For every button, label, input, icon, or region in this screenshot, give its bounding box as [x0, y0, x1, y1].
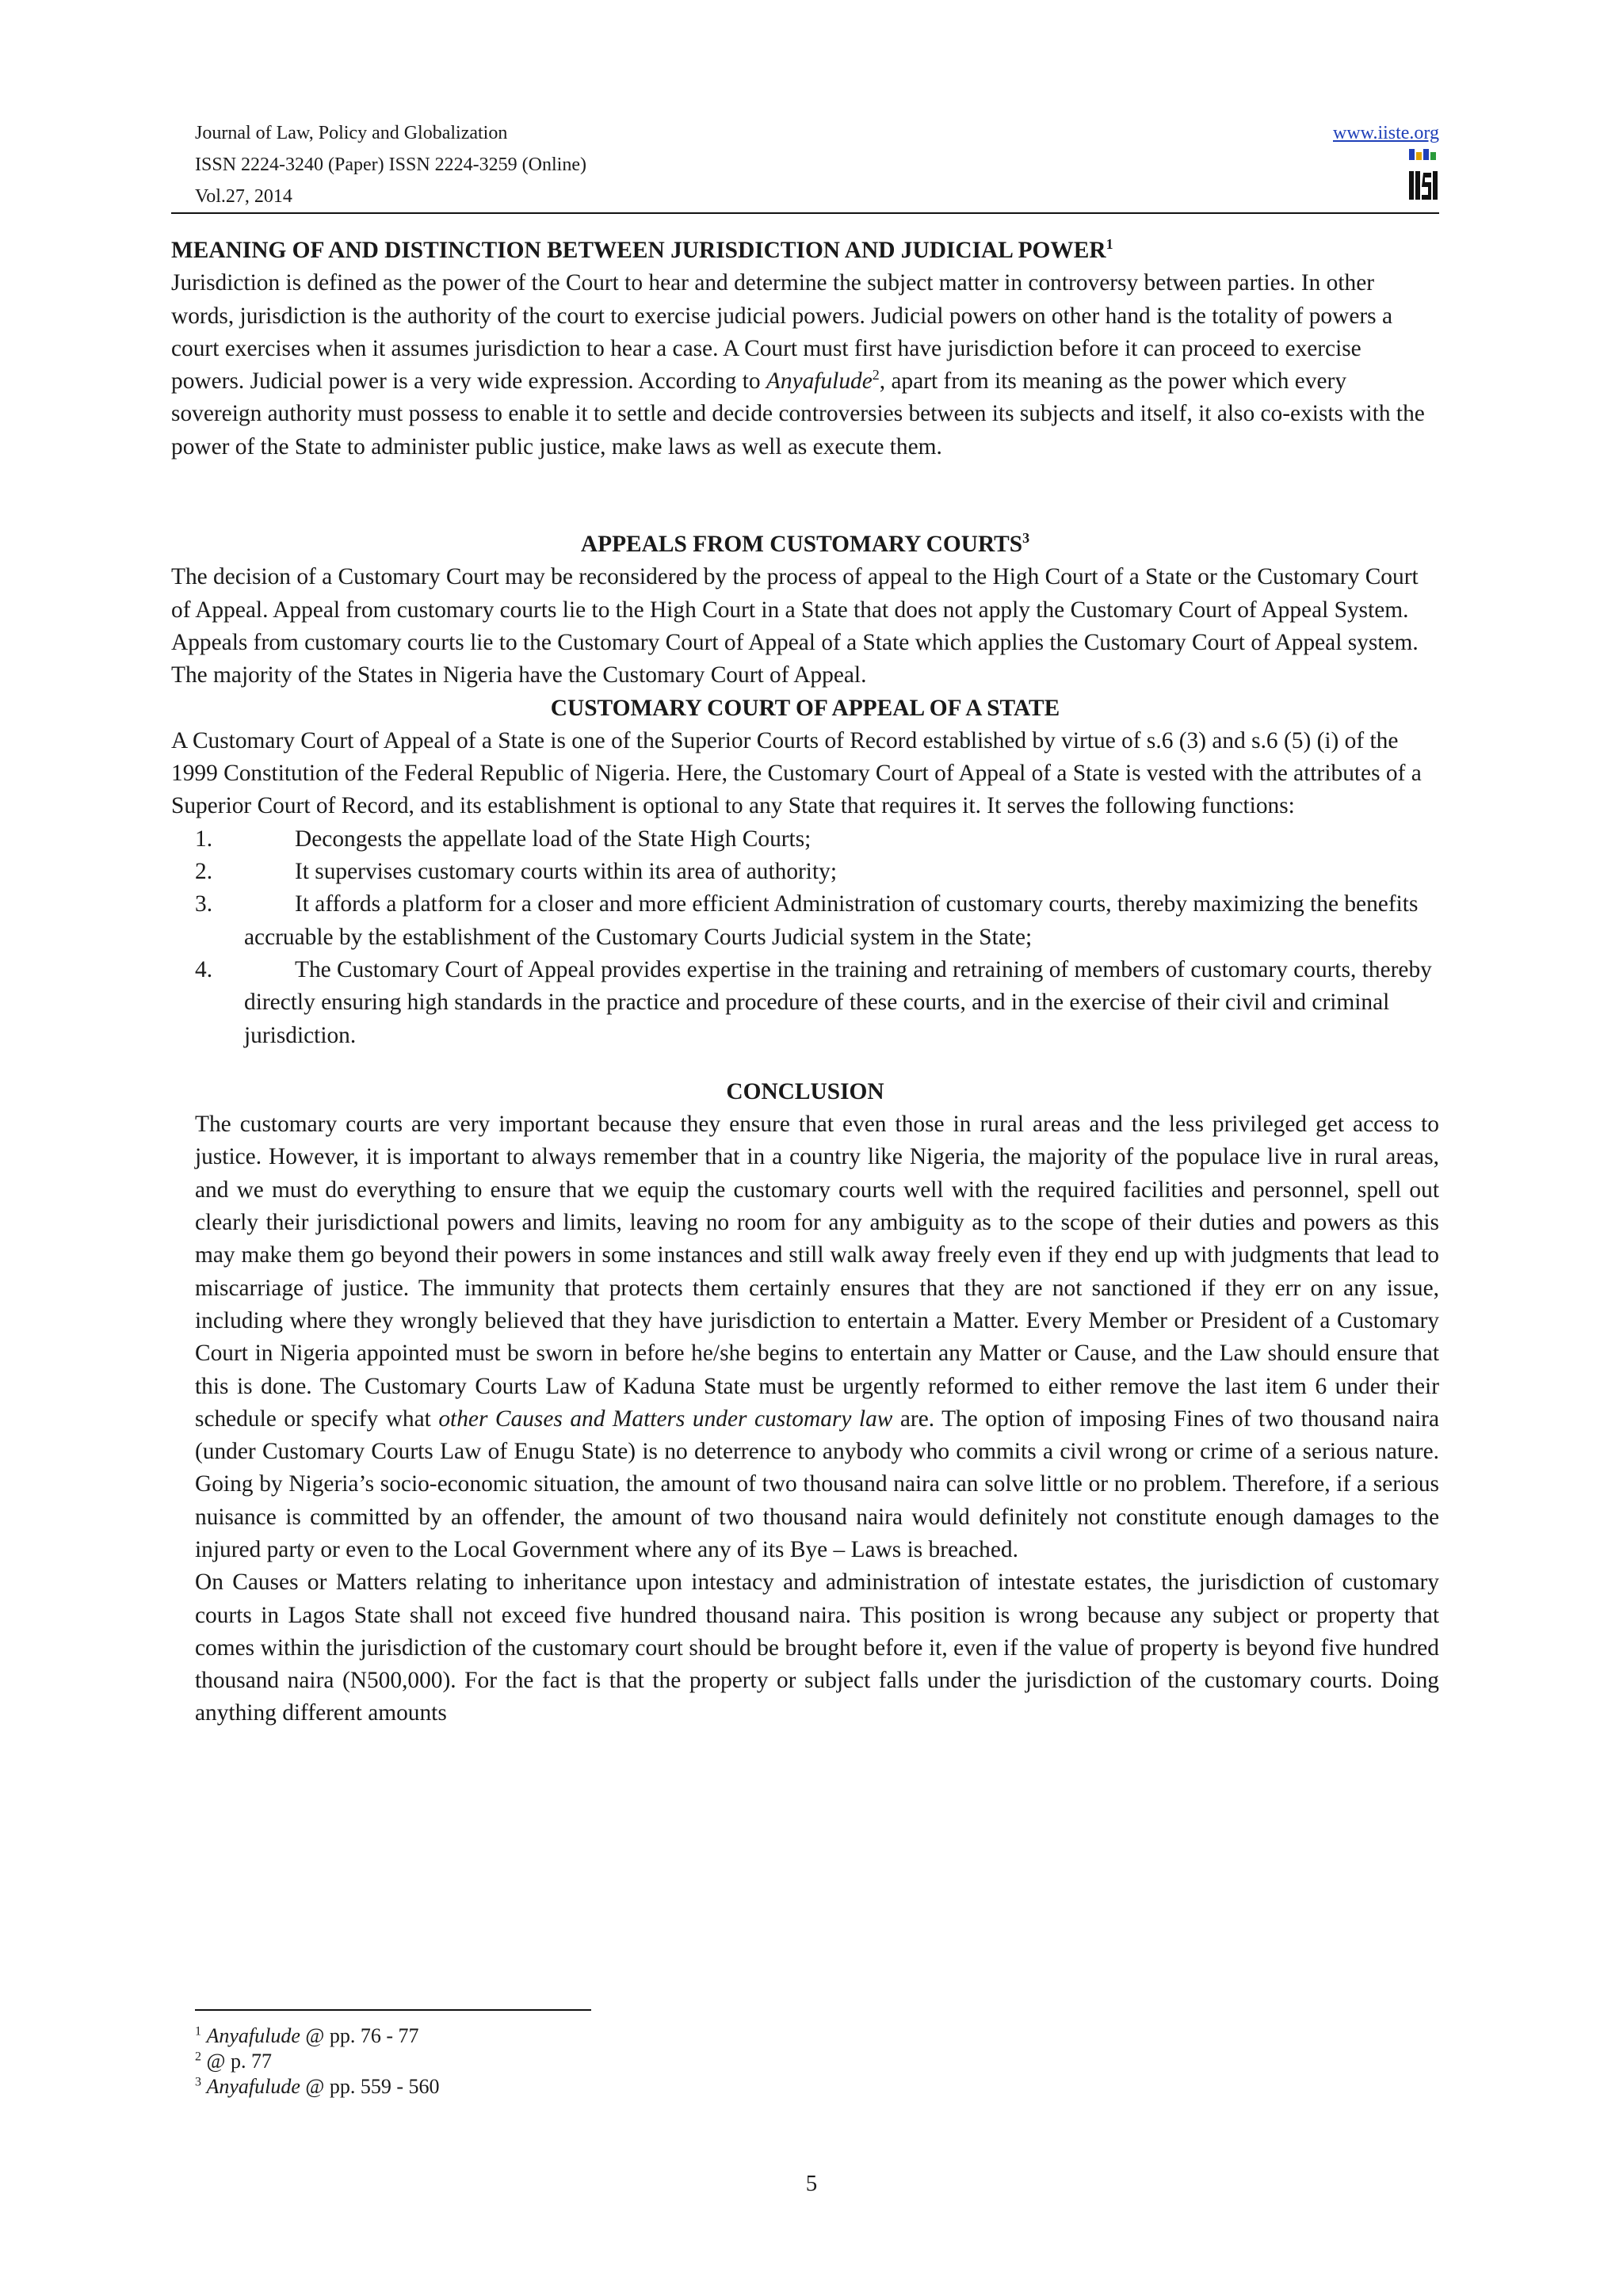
journal-header [195, 117, 586, 212]
footnote: $^2$ @ p. 77 [195, 2050, 272, 2073]
footnotes [195, 2023, 440, 2100]
footnote: $^1$ Anyafulude @ pp. 76 - 77 [195, 2024, 419, 2047]
footnote-ref: 2 [872, 367, 880, 383]
list-item: 4. The Customary Court of Appeal provides expertise in the training and retraining of members of customary courts, thereby directly ensuring high standards in the practice and procedure of these courts, and in the exercise of their civil and criminal jurisdiction. [195, 956, 1432, 1048]
paragraph-customary-court-of-appeal: A Customary Court of Appeal of a State is one of the Superior Courts of Record established by virtue of s.6 (3) and s.6 (5) (i) of the 1999 Constitution of the Federal Republic of Nigeria. Here, the Customary Court of Appeal of a State is vested with the attributes of a Superior Court of Record, and its establishment is optional to any State that requires it. It serves the following functions: [171, 727, 1422, 819]
journal-title: Journal of Law, Policy and Globalization [195, 123, 508, 143]
paragraph-jurisdiction: Jurisdiction is defined as the power of the Court to hear and determine the subject matter in controversy between parties. In other words, jurisdiction is the authority of the court to exercise judicial powers. Judicial powers on other hand is the totality of powers a court exercises when it assumes jurisdiction to hear a case. A Court must first have jurisdiction before it can proceed to exercise powers. Judicial power is a very wide expression. According to Anyafulude$^2$, apart from its meaning as the power which every sovereign authority must possess to enable it to settle and decide controversies between its subjects and itself, it also co-exists with the power of the State to administer public justice, make laws as well as execute them. [171, 270, 1425, 460]
paragraph-conclusion-1: The customary courts are very important because they ensure that even those in rural areas and the less privileged get access to justice. However, it is important to always remember that in a country like Nigeria, the majority of the populace live in rural areas, and we must do everything to ensure that we equip the customary courts well with the required facilities and personnel, spell out clearly their jurisdictional powers and limits, leaving no room for any ambiguity as to the scope of their duties and powers as this may make them go beyond their powers in some instances and still walk away freely even if they end up with judgments that lead to miscarriage of justice. The immunity that protects them certainly ensures that they are not sanctioned if they err on any issue, including where they wrongly believed that they have jurisdiction to entertain a Matter. Every Member or President of a Customary Court in Nigeria appointed must be sworn in before he/she begins to entertain any Matter or Cause, and the Law should ensure that this is done. The Customary Courts Law of Kaduna State must be urgently reformed to either remove the last item 6 under their schedule or specify what other Causes and Matters under customary law are. The option of imposing Fines of two thousand naira (under Customary Courts Law of Enugu State) is no deterrence to anybody who commits a civil wrong or crime of a serious nature. Going by Nigeria’s socio-economic situation, the amount of two thousand naira can solve little or no problem. Therefore, if a serious nuisance is committed by an offender, the amount of two thousand naira would definitely not constitute enough damages to the injured party or even to the Local Government where any of its Bye – Laws is breached. [195, 1112, 1439, 1562]
footnote-ref: 1 [1106, 236, 1113, 253]
list-item: 1. Decongests the appellate load of the State High Courts; [195, 826, 812, 852]
list-item: 2. It supervises customary courts within its area of authority; [195, 859, 837, 885]
journal-url-link[interactable]: www.iiste.org [1333, 123, 1439, 143]
list-item: 3. It affords a platform for a closer and more efficient Administration of customary courts, thereby maximizing the benefits accruable by the establishment of the Customary Courts Judicial system in the State; [195, 891, 1419, 950]
section-heading-conclusion: CONCLUSION [726, 1078, 884, 1104]
paragraph-appeals: The decision of a Customary Court may be reconsidered by the process of appeal to the High Court of a State or the Customary Court of Appeal. Appeal from customary courts lie to the High Court in a State that does not apply the Customary Court of Appeal System. Appeals from customary courts lie to the Customary Court of Appeal of a State which applies the Customary Court of Appeal system. The majority of the States in Nigeria have the Customary Court of Appeal. [171, 564, 1419, 688]
article-body [171, 235, 1439, 1730]
footnote-divider [195, 2009, 591, 2011]
header-divider [171, 212, 1439, 214]
iiste-logo-icon [1407, 147, 1439, 203]
footnote: $^3$ Anyafulude @ pp. 559 - 560 [195, 2075, 440, 2098]
section-heading-appeals: APPEALS FROM CUSTOMARY COURTS$^3$ [580, 530, 1030, 558]
footnote-ref: 3 [1022, 530, 1030, 547]
section-heading-customary-court-of-appeal: CUSTOMARY COURT OF APPEAL OF A STATE [550, 695, 1060, 721]
page-number: 5 [805, 2171, 818, 2196]
functions-list [171, 823, 1439, 1052]
section-heading-jurisdiction: MEANING OF AND DISTINCTION BETWEEN JURISDICTION AND JUDICIAL POWER$^1$ [171, 236, 1113, 263]
journal-issn: ISSN 2224-3240 (Paper) ISSN 2224-3259 (Online) [195, 154, 586, 175]
paragraph-conclusion-2: On Causes or Matters relating to inheritance upon intestacy and administration of intestate estates, the jurisdiction of customary courts in Lagos State shall not exceed five hundred thousand naira. This position is wrong because any subject or property that comes within the jurisdiction of the customary court should be brought before it, even if the value of property is beyond five hundred thousand naira (N500,000). For the fact is that the property or subject falls under the jurisdiction of the customary courts. Doing anything different amounts [195, 1569, 1439, 1726]
journal-volume: Vol.27, 2014 [195, 186, 292, 207]
